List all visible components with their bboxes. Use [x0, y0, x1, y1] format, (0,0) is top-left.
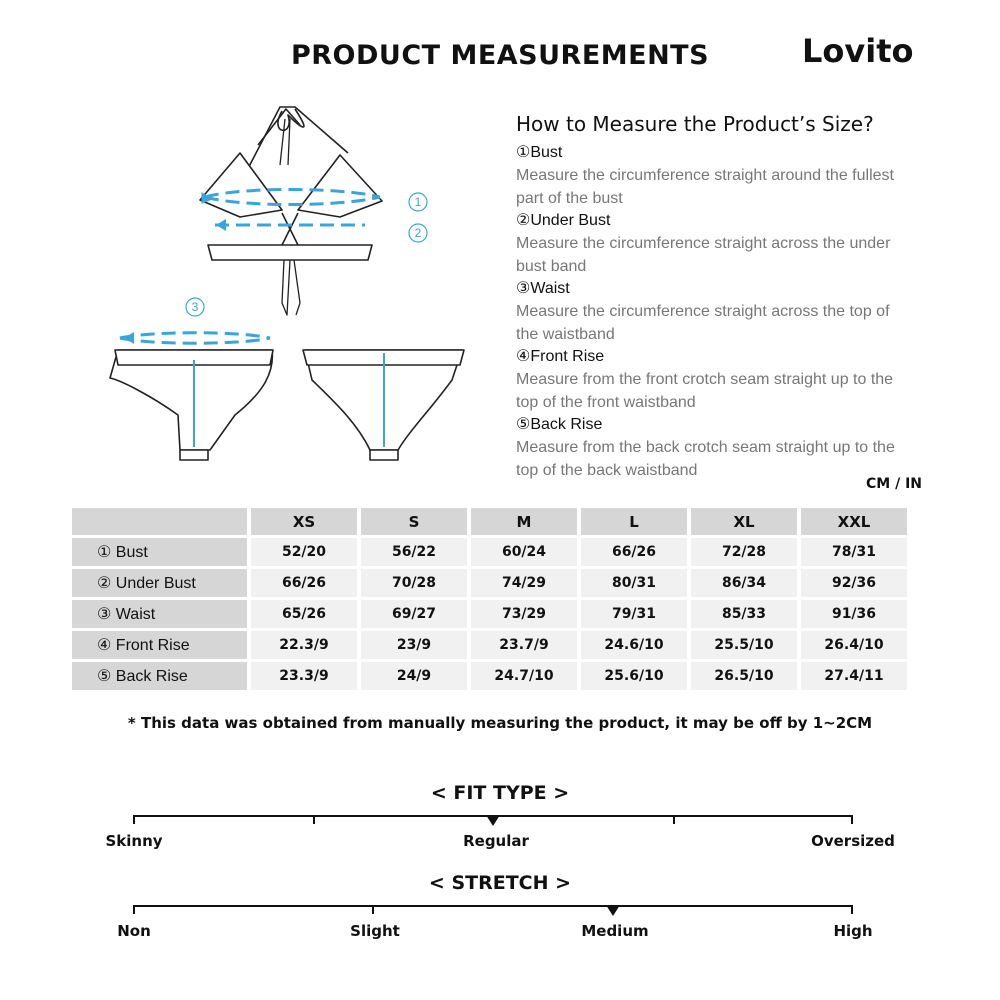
table-cell: 26.4/10: [801, 631, 907, 659]
size-header: XXL: [801, 508, 907, 535]
row-label: ⑤ Back Rise: [72, 662, 247, 690]
fit-label-regular: Regular: [463, 832, 529, 850]
guide-item-bust: [516, 142, 916, 210]
table-header-row: [72, 508, 907, 535]
guide-item-name: ⑤Back Rise: [516, 416, 603, 433]
table-cell: 66/26: [581, 538, 687, 566]
table-cell: 23.7/9: [471, 631, 577, 659]
table-cell: 24/9: [361, 662, 467, 690]
table-cell: 60/24: [471, 538, 577, 566]
row-label: ① Bust: [72, 538, 247, 566]
stretch-label-non: Non: [117, 922, 151, 940]
svg-text:2: 2: [414, 226, 422, 240]
row-label: ④ Front Rise: [72, 631, 247, 659]
table-row: [72, 631, 907, 659]
stretch-label-medium: Medium: [581, 922, 649, 940]
stretch-scale: [133, 905, 853, 907]
table-row: [72, 538, 907, 566]
fit-type-title: < FIT TYPE >: [430, 782, 570, 804]
brand-logo: Lovito: [802, 32, 914, 70]
size-header: L: [581, 508, 687, 535]
table-cell: 80/31: [581, 569, 687, 597]
table-cell: 24.6/10: [581, 631, 687, 659]
guide-item-name: ①Bust: [516, 144, 563, 161]
table-row: [72, 662, 907, 690]
table-cell: 72/28: [691, 538, 797, 566]
guide-item-desc: Measure the circumference straight around the fullest part of the bust: [516, 167, 894, 207]
fit-label-oversized: Oversized: [811, 832, 895, 850]
table-cell: 56/22: [361, 538, 467, 566]
scale-tick: [851, 815, 853, 824]
size-header: M: [471, 508, 577, 535]
guide-item-front-rise: [516, 346, 916, 414]
page-title: PRODUCT MEASUREMENTS: [290, 40, 710, 71]
table-cell: 26.5/10: [691, 662, 797, 690]
table-cell: 52/20: [251, 538, 357, 566]
stretch-title: < STRETCH >: [428, 872, 572, 894]
stretch-label-slight: Slight: [350, 922, 400, 940]
table-cell: 24.7/10: [471, 662, 577, 690]
table-cell: 65/26: [251, 600, 357, 628]
table-cell: 70/28: [361, 569, 467, 597]
table-cell: 27.4/11: [801, 662, 907, 690]
units-label: CM / IN: [866, 476, 922, 492]
table-cell: 74/29: [471, 569, 577, 597]
row-label: ② Under Bust: [72, 569, 247, 597]
guide-item-desc: Measure from the back crotch seam straight up to the top of the back waistband: [516, 439, 895, 479]
scale-tick: [133, 905, 135, 914]
size-header: S: [361, 508, 467, 535]
scale-tick: [133, 815, 135, 824]
row-label: ③ Waist: [72, 600, 247, 628]
table-cell: 23.3/9: [251, 662, 357, 690]
svg-text:3: 3: [191, 300, 199, 314]
table-cell: 25.6/10: [581, 662, 687, 690]
table-cell: 23/9: [361, 631, 467, 659]
table-cell: 69/27: [361, 600, 467, 628]
guide-item-desc: Measure from the front crotch seam straight up to the top of the front waistband: [516, 371, 894, 411]
stretch-label-high: High: [833, 922, 873, 940]
table-cell: 85/33: [691, 600, 797, 628]
fit-label-skinny: Skinny: [105, 832, 163, 850]
table-cell: 25.5/10: [691, 631, 797, 659]
garment-illustration: [90, 95, 490, 475]
guide-item-name: ④Front Rise: [516, 348, 605, 365]
guide-item-desc: Measure the circumference straight across the under bust band: [516, 235, 891, 275]
guide-title: How to Measure the Product’s Size?: [516, 112, 874, 136]
scale-tick: [313, 815, 315, 824]
guide-item-under-bust: [516, 210, 916, 278]
measurement-note: * This data was obtained from manually measuring the product, it may be off by 1~2CM: [127, 714, 873, 732]
table-cell: 91/36: [801, 600, 907, 628]
table-cell: 86/34: [691, 569, 797, 597]
guide-item-name: ②Under Bust: [516, 212, 611, 229]
table-cell: 92/36: [801, 569, 907, 597]
scale-tick: [851, 905, 853, 914]
table-cell: 78/31: [801, 538, 907, 566]
fit-type-marker: [486, 815, 500, 826]
table-cell: 79/31: [581, 600, 687, 628]
scale-tick: [673, 815, 675, 824]
svg-text:1: 1: [414, 195, 422, 209]
guide-item-waist: [516, 278, 916, 346]
size-chart-table: [68, 505, 911, 693]
measurement-guide: [516, 112, 916, 482]
guide-item-name: ③Waist: [516, 280, 570, 297]
stretch-marker: [606, 905, 620, 916]
table-cell: 22.3/9: [251, 631, 357, 659]
table-cell: 66/26: [251, 569, 357, 597]
table-cell: 73/29: [471, 600, 577, 628]
guide-item-back-rise: [516, 414, 916, 482]
table-corner-cell: [72, 508, 247, 535]
scale-tick: [372, 905, 374, 914]
table-row: [72, 569, 907, 597]
guide-item-desc: Measure the circumference straight across the top of the waistband: [516, 303, 890, 343]
table-row: [72, 600, 907, 628]
size-header: XS: [251, 508, 357, 535]
size-header: XL: [691, 508, 797, 535]
